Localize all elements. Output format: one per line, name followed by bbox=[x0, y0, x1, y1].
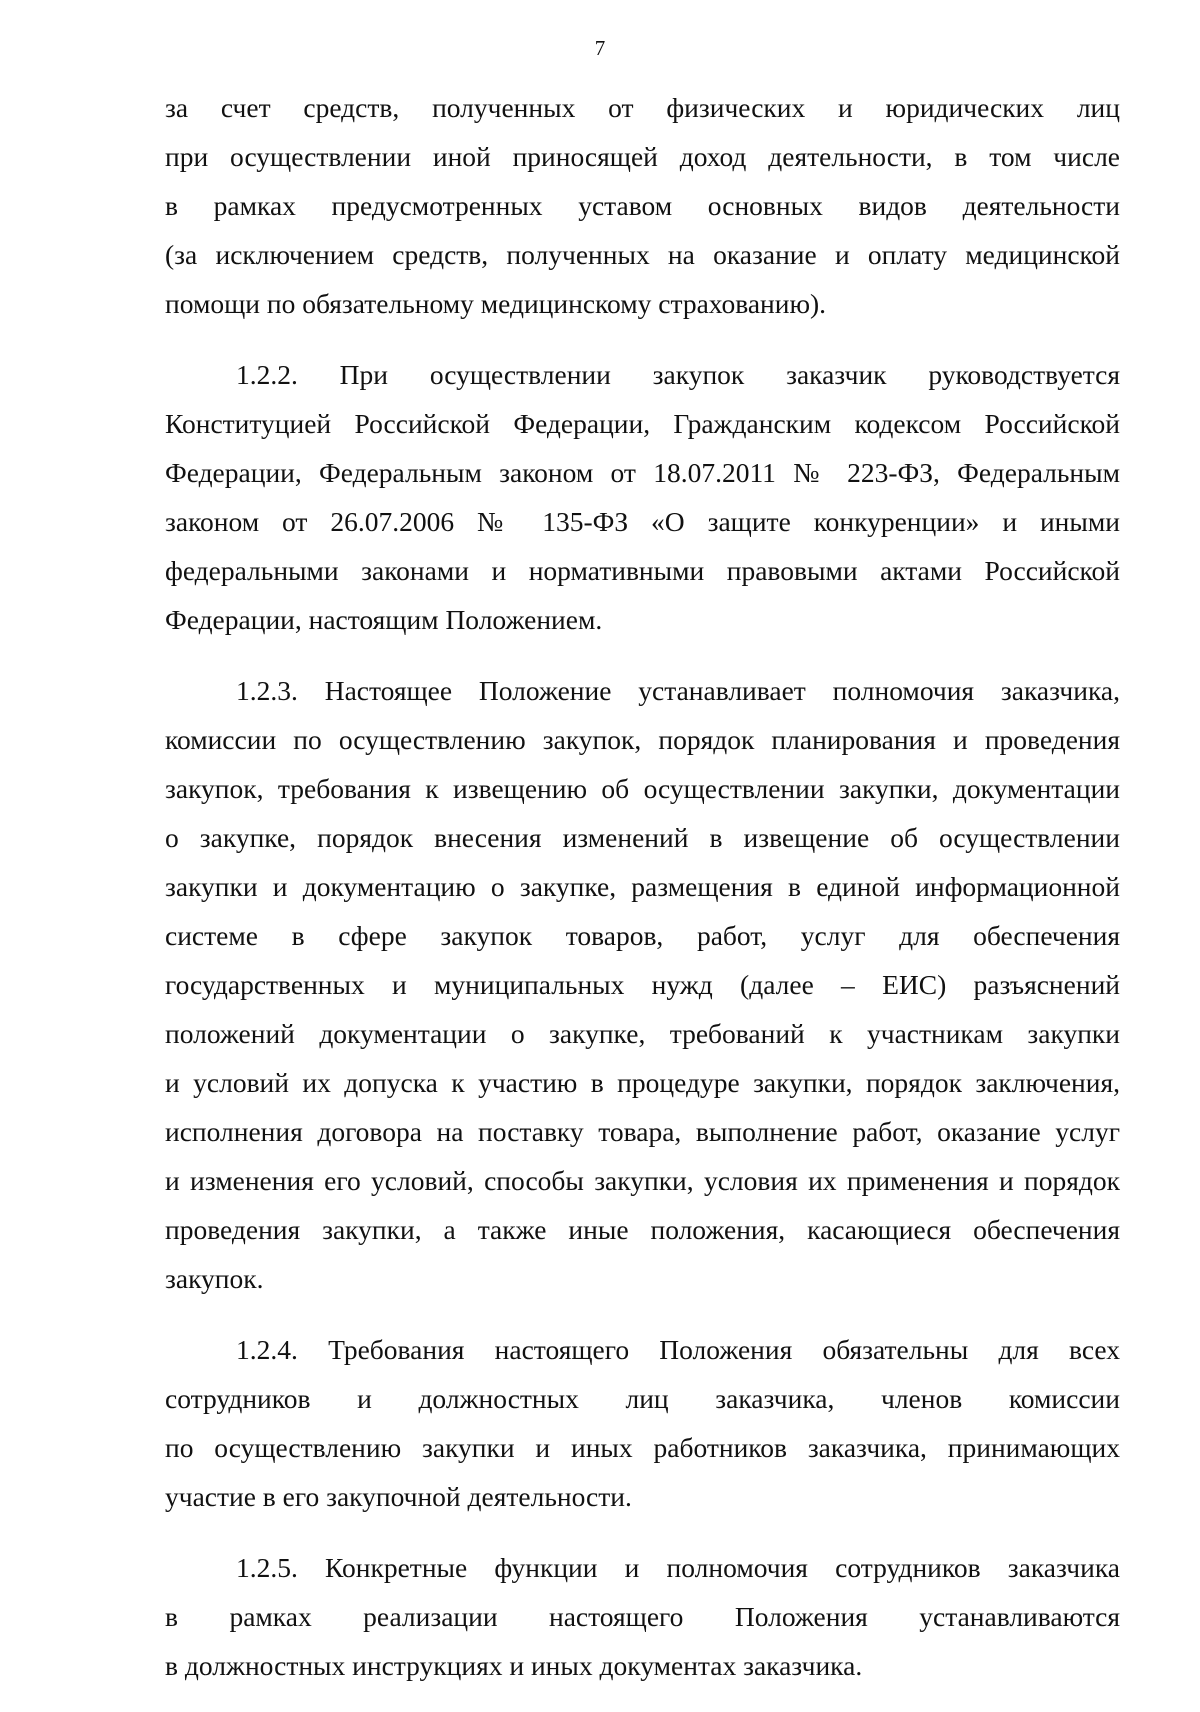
text-line: закупок, требования к извещению об осуществлении закупки, документации bbox=[165, 773, 1120, 804]
text-line: сотрудников и должностных лиц заказчика, членов комиссии bbox=[165, 1383, 1120, 1414]
text-line: в должностных инструкциях и иных документах заказчика. bbox=[165, 1650, 863, 1681]
text-line: комиссии по осуществлению закупок, порядок планирования и проведения bbox=[165, 724, 1120, 755]
text-line: 1.2.2. При осуществлении закупок заказчик руководствуется bbox=[236, 359, 1120, 390]
text-line: федеральными законами и нормативными правовыми актами Российской bbox=[165, 555, 1120, 586]
paragraph-clause-1-2-5 bbox=[165, 1543, 1120, 1690]
text-line: системе в сфере закупок товаров, работ, услуг для обеспечения bbox=[165, 920, 1120, 951]
text-line: закупки и документацию о закупке, размещения в единой информационной bbox=[165, 871, 1120, 902]
text-line: в рамках предусмотренных уставом основных видов деятельности bbox=[165, 190, 1120, 221]
text-line: 1.2.5. Конкретные функции и полномочия сотрудников заказчика bbox=[236, 1552, 1120, 1583]
text-line: государственных и муниципальных нужд (далее – ЕИС) разъяснений bbox=[165, 969, 1120, 1000]
text-line: 1.2.3. Настоящее Положение устанавливает полномочия заказчика, bbox=[236, 675, 1120, 706]
text-line: проведения закупки, а также иные положения, касающиеся обеспечения bbox=[165, 1214, 1120, 1245]
text-line: Федерации, Федеральным законом от 18.07.2011 № 223-ФЗ, Федеральным bbox=[165, 457, 1120, 488]
text-line: (за исключением средств, полученных на оказание и оплату медицинской bbox=[165, 239, 1120, 270]
text-line: за счет средств, полученных от физических и юридических лиц bbox=[165, 92, 1120, 123]
text-line: положений документации о закупке, требований к участникам закупки bbox=[165, 1018, 1120, 1049]
text-line: при осуществлении иной приносящей доход деятельности, в том числе bbox=[165, 141, 1120, 172]
text-line: о закупке, порядок внесения изменений в извещение об осуществлении bbox=[165, 822, 1120, 853]
text-line: и условий их допуска к участию в процедуре закупки, порядок заключения, bbox=[165, 1067, 1120, 1098]
text-line: участие в его закупочной деятельности. bbox=[165, 1481, 632, 1512]
text-line: Федерации, настоящим Положением. bbox=[165, 604, 603, 635]
page-number: 7 bbox=[594, 36, 606, 60]
paragraph-continuation bbox=[165, 83, 1120, 328]
paragraph-clause-1-2-3 bbox=[165, 666, 1120, 1303]
document-body bbox=[165, 83, 1120, 1690]
text-line: по осуществлению закупки и иных работников заказчика, принимающих bbox=[165, 1432, 1120, 1463]
text-line: законом от 26.07.2006 № 135-ФЗ «О защите конкуренции» и иными bbox=[165, 506, 1120, 537]
text-line: в рамках реализации настоящего Положения устанавливаются bbox=[165, 1601, 1120, 1632]
paragraph-clause-1-2-4 bbox=[165, 1325, 1120, 1521]
text-line: исполнения договора на поставку товара, выполнение работ, оказание услуг bbox=[165, 1116, 1120, 1147]
text-line: и изменения его условий, способы закупки, условия их применения и порядок bbox=[165, 1165, 1120, 1196]
text-line: 1.2.4. Требования настоящего Положения обязательны для всех bbox=[236, 1334, 1120, 1365]
text-line: Конституцией Российской Федерации, Гражданским кодексом Российской bbox=[165, 408, 1120, 439]
text-line: помощи по обязательному медицинскому страхованию). bbox=[165, 288, 827, 319]
paragraph-clause-1-2-2 bbox=[165, 350, 1120, 644]
text-line: закупок. bbox=[165, 1263, 264, 1294]
